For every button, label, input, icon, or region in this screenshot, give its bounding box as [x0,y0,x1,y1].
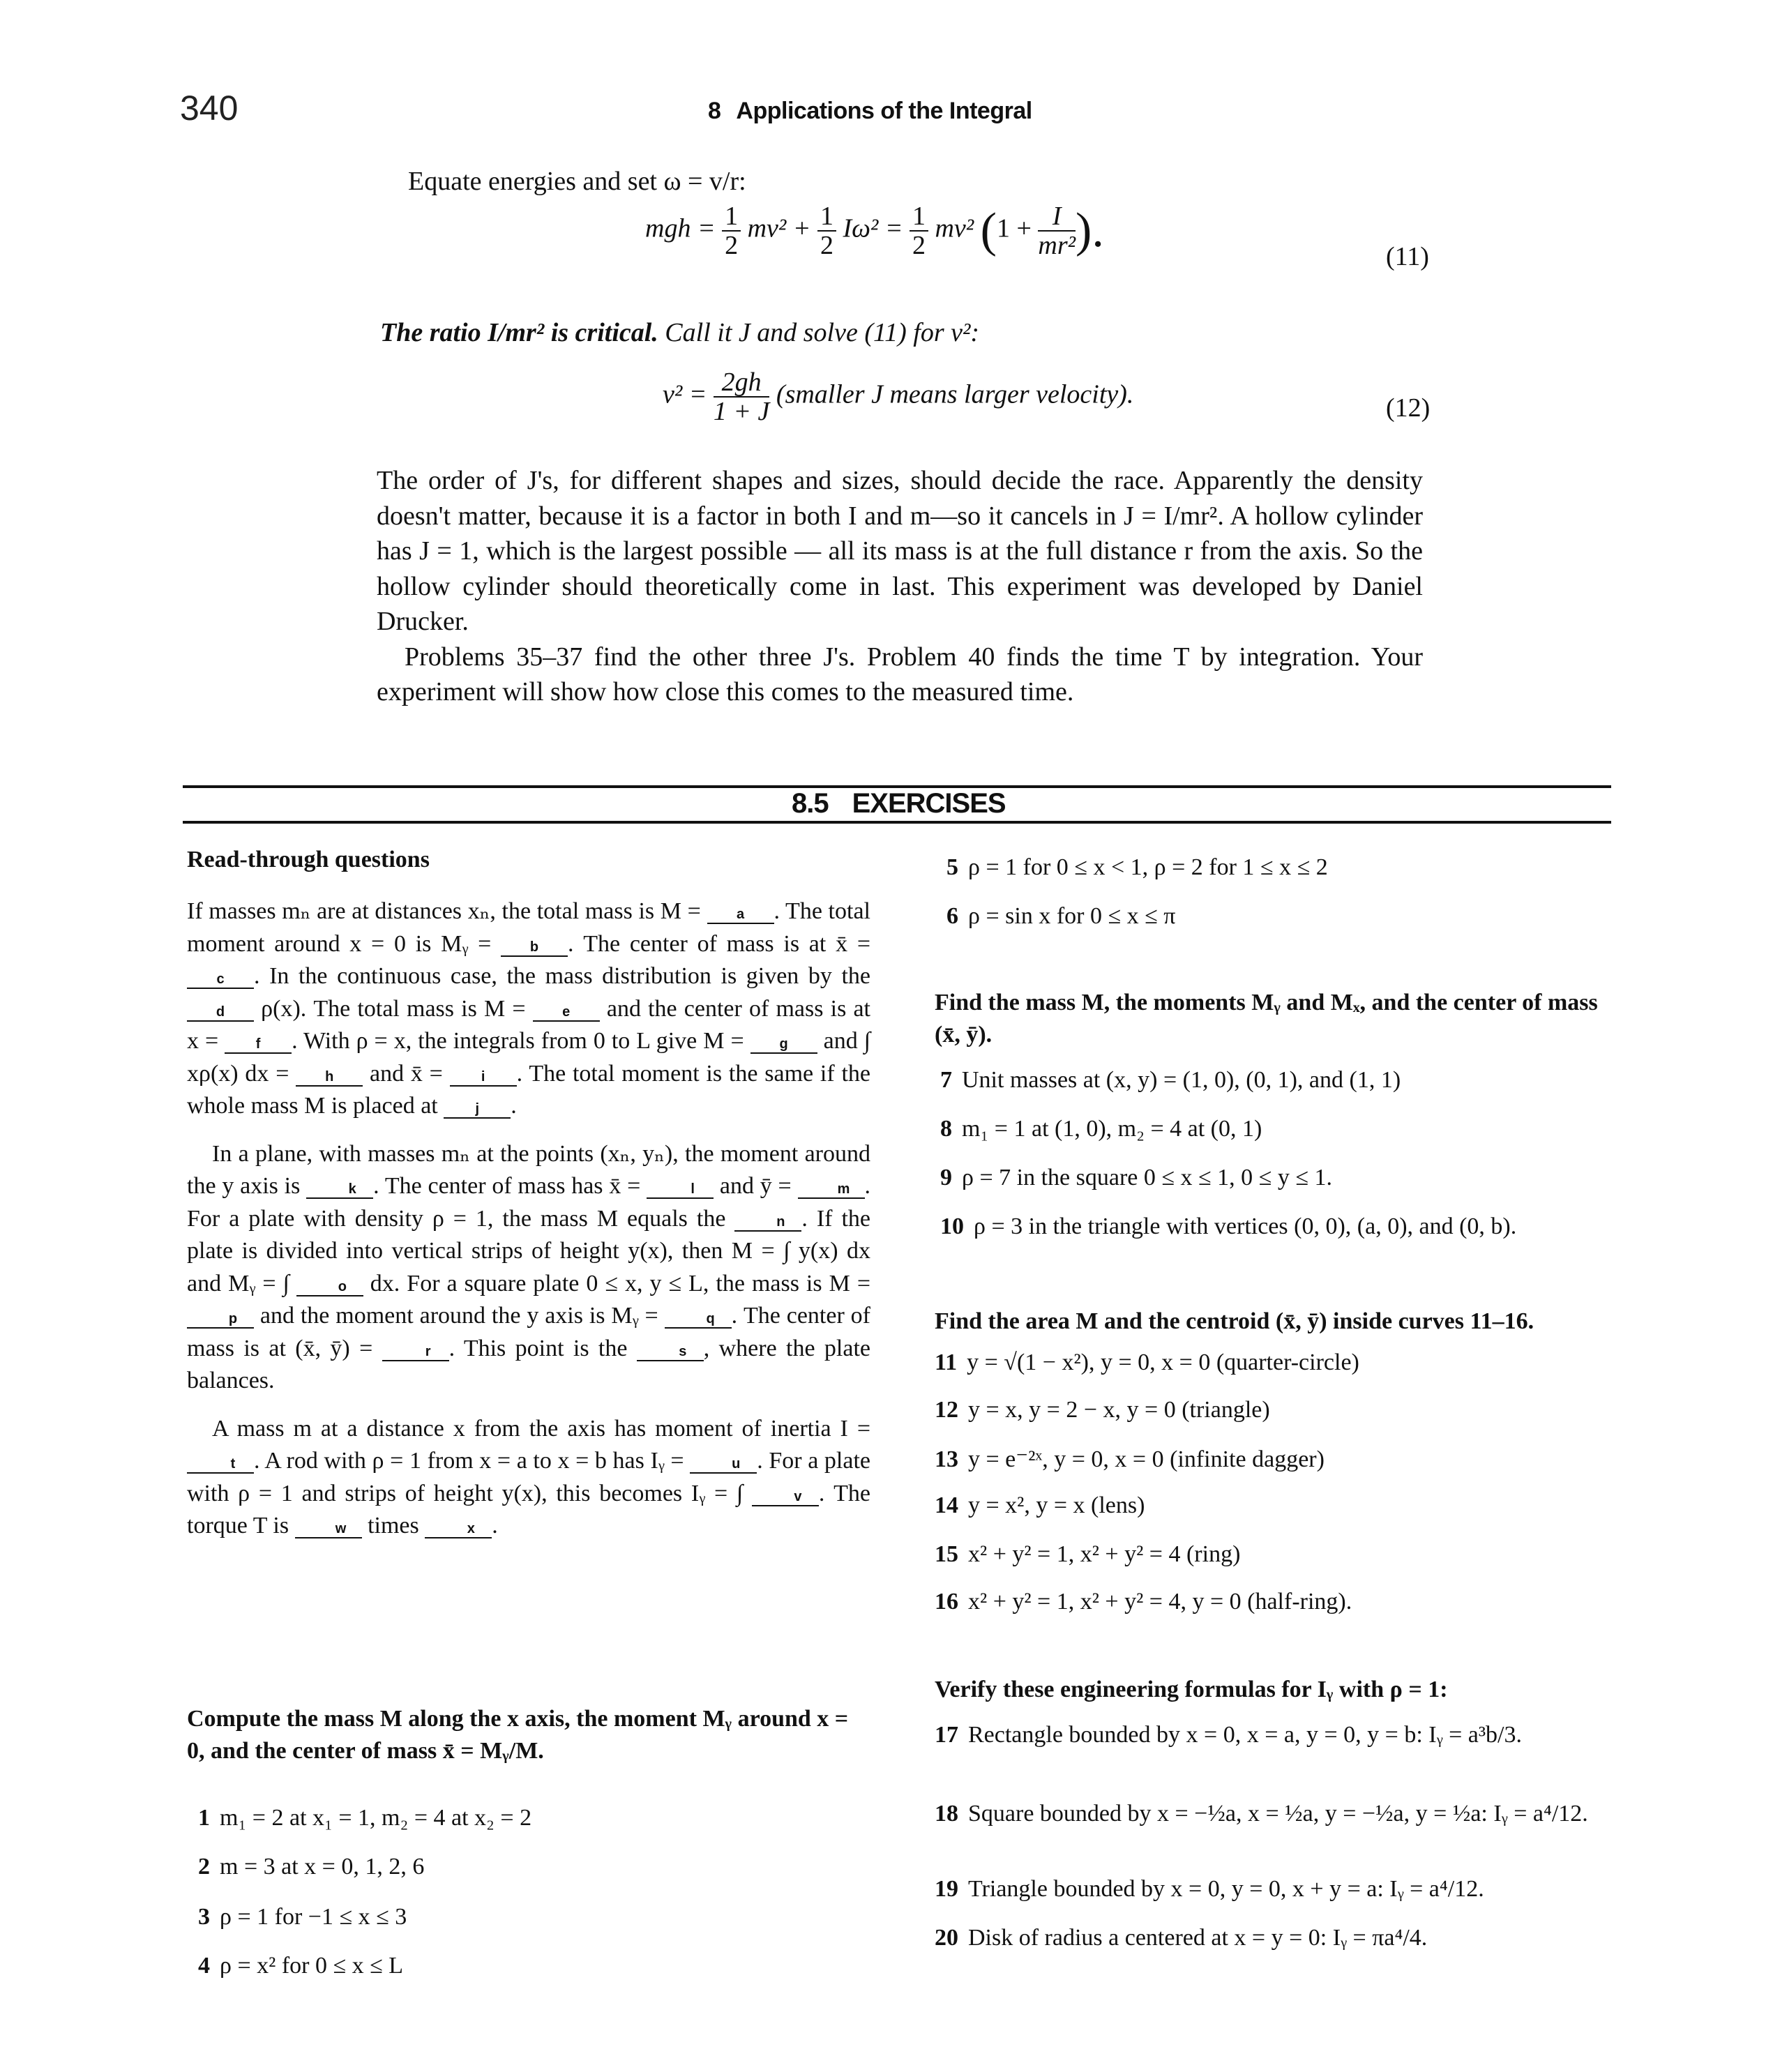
eq11-frac-4 [1038,202,1076,259]
answer-blank-d[interactable]: d [187,1004,254,1022]
intro-paragraphs [377,463,1423,710]
intro-paragraph-1: The order of J's, for different shapes and sizes, should decide the race. Apparently the density doesn't matter, because it is a factor in both I and m—so it cancels in J = I/mr². A hollow cylinder has J = 1, which is the largest possible — all its mass is at the full distance r from the axis. So the hollow cylinder should theoretically come in last. This experiment was developed by Daniel Drucker. [377,466,1423,636]
exercise-number: 16 [935,1589,958,1615]
exercise-item [935,1397,1270,1423]
exercise-text: x² + y² = 1, x² + y² = 4 (ring) [968,1541,1241,1567]
group-1-heading: Compute the mass M along the x axis, the moment Mᵧ around x = 0, and the center of mass x̄ = Mᵧ/M. [187,1706,849,1764]
eq12-frac-num: 2gh [714,368,770,398]
read-through-text: . For a plate with density ρ = 1, the mass M equals the [187,1173,871,1232]
exercise-item [198,1854,424,1880]
eq11-frac-2-den: 2 [820,231,833,260]
answer-blank-l[interactable]: l [647,1181,714,1199]
read-through-text: . The center of mass has x̄ = [373,1173,647,1199]
eq11-frac-2-num: 1 [817,202,836,232]
read-through-text: In a plane, with masses mₙ at the points (xₙ, yₙ), the moment around the y axis is [187,1140,870,1199]
group-2-heading: Find the mass M, the moments Mᵧ and Mₓ, and the center of mass (x̄, ȳ). [935,990,1598,1048]
answer-blank-r[interactable]: r [382,1343,449,1361]
eq11-frac-4-num: I [1038,202,1076,232]
exercise-number: 10 [940,1213,964,1239]
exercise-number: 2 [198,1854,210,1880]
answer-blank-o[interactable]: o [296,1278,363,1296]
exercise-group-2 [935,987,1604,1051]
exercise-item [935,1492,1145,1519]
answer-blank-c[interactable]: c [187,971,254,989]
exercise-text: y = √(1 − x²), y = 0, x = 0 (quarter-circle) [967,1349,1359,1375]
exercise-item [940,1165,1332,1191]
exercise-item [935,1445,1325,1473]
answer-blank-g[interactable]: g [750,1036,817,1054]
exercise-group-1 [187,1703,870,1767]
exercise-group-4 [935,1674,1604,1706]
read-through-text: and ȳ = [714,1173,798,1199]
eq11-lhs: mgh = [645,213,716,243]
intro-lead: Equate energies and set ω = v/r: [408,167,746,196]
chapter-title: Applications of the Integral [736,98,1032,124]
equation-11 [645,202,1104,259]
ratio-line-bold: The ratio I/mr² is critical. [380,318,658,347]
group-3-heading: Find the area M and the centroid (x̄, ȳ) inside curves 11–16. [935,1308,1534,1334]
exercise-number: 18 [935,1801,958,1827]
running-head [708,98,1032,125]
exercise-item [935,1876,1484,1903]
read-through-text: . The total moment around x = 0 is Mᵧ = [187,898,870,957]
read-through-text: times [361,1513,425,1538]
read-through-text: dx. For a square plate 0 ≤ x, y ≤ L, the mass is M = [363,1270,871,1296]
answer-blank-x[interactable]: x [425,1520,492,1538]
exercise-text: ρ = 3 in the triangle with vertices (0, 0), (a, 0), and (0, b). [974,1213,1517,1239]
read-through-text: . A rod with ρ = 1 from x = a to x = b has Iᵧ = [254,1448,691,1474]
exercise-number: 9 [940,1165,952,1190]
chapter-number: 8 [708,98,721,124]
exercise-text: y = x, y = 2 − x, y = 0 (triangle) [968,1397,1270,1423]
answer-blank-q[interactable]: q [665,1310,732,1329]
eq11-frac-1 [722,202,741,259]
eq11-paren-open: ( [980,204,997,257]
read-through-heading: Read-through questions [187,847,430,872]
answer-blank-p[interactable]: p [187,1310,254,1329]
exercise-number: 19 [935,1876,958,1902]
exercise-text: Disk of radius a centered at x = y = 0: Iᵧ = πa⁴/4. [968,1925,1428,1951]
exercise-number: 13 [935,1446,958,1472]
section-title [792,788,1006,819]
read-through-text: . The center of mass is at (x̄, ȳ) = [187,1303,871,1361]
answer-blank-v[interactable]: v [752,1488,819,1506]
eq12-lhs: v² = [663,379,707,409]
exercise-group-3 [935,1306,1604,1338]
exercise-item [935,1589,1352,1615]
read-through-text: and x̄ = [363,1060,450,1087]
section-name: EXERCISES [852,788,1006,819]
answer-blank-w[interactable]: w [295,1520,362,1538]
page-number: 340 [180,89,239,128]
exercise-number: 7 [940,1067,952,1093]
read-through-text: . [511,1093,517,1119]
read-through-text: . With ρ = x, the integrals from 0 to L give M = [292,1028,750,1054]
intro-paragraph-2: Problems 35–37 find the other three J's. Problem 40 finds the time T by integration. Your experiment will show how close this comes to the measured time. [377,642,1423,706]
exercise-number: 5 [946,854,958,880]
eq11-frac-3 [910,202,928,259]
exercise-number: 17 [935,1722,958,1748]
exercise-number: 6 [946,903,958,929]
equation-11-label: (11) [1386,242,1429,271]
exercise-text: Square bounded by x = −½a, x = ½a, y = −½a, y = ½a: Iᵧ = a⁴/12. [968,1801,1588,1827]
answer-blank-i[interactable]: i [450,1068,517,1087]
exercise-text: ρ = x² for 0 ≤ x ≤ L [220,1953,404,1979]
exercise-item [935,1349,1359,1376]
read-through-text: and ∫ xρ(x) dx = [187,1028,870,1087]
exercise-text: Unit masses at (x, y) = (1, 0), (0, 1), and (1, 1) [962,1067,1401,1093]
exercise-text: Triangle bounded by x = 0, y = 0, x + y = a: Iᵧ = a⁴/12. [968,1876,1484,1902]
eq11-frac-1-num: 1 [722,202,741,232]
eq11-term-2: Iω² = [843,213,903,243]
exercise-text: ρ = 1 for −1 ≤ x ≤ 3 [220,1904,407,1930]
read-through-text: ρ(x). The total mass is M = [254,995,533,1022]
exercise-item [935,1925,1427,1951]
exercise-item [940,1213,1516,1240]
eq11-term-1: mv² + [747,213,811,243]
answer-blank-s[interactable]: s [637,1343,704,1361]
read-through-text: . If the plate is divided into vertical strips of height y(x), then M = ∫ y(x) dx and Mᵧ = ∫ [187,1205,870,1296]
answer-blank-b[interactable]: b [501,939,568,957]
exercise-item [946,903,1175,930]
exercise-item [946,854,1328,881]
answer-blank-e[interactable]: e [533,1004,600,1022]
answer-blank-j[interactable]: j [444,1101,511,1119]
eq11-frac-1-den: 2 [725,231,739,260]
answer-blank-t[interactable]: t [187,1455,254,1474]
read-through-text: . [492,1513,498,1538]
exercise-number: 4 [198,1953,210,1979]
eq12-frac-den: 1 + J [713,397,770,426]
exercise-text: m = 3 at x = 0, 1, 2, 6 [220,1854,425,1880]
exercise-text: y = e⁻²ˣ, y = 0, x = 0 (infinite dagger) [968,1446,1325,1472]
read-through-text: . This point is the [448,1335,637,1361]
eq11-frac-4-den: mr² [1038,231,1076,260]
eq11-paren-close: ). [1076,204,1104,257]
read-through-text: . For a plate with ρ = 1 and strips of height y(x), this becomes Iᵧ = ∫ [187,1448,870,1506]
eq11-one-plus: 1 + [996,213,1032,243]
group-4-heading: Verify these engineering formulas for Iᵧ with ρ = 1: [935,1677,1448,1702]
exercise-number: 20 [935,1925,958,1951]
section-rule-bottom [183,821,1611,824]
ratio-line-rest: Call it J and solve (11) for v²: [665,318,980,347]
read-through-paragraph-2 [187,1138,870,1398]
exercise-item [198,1805,531,1831]
answer-blank-h[interactable]: h [296,1068,363,1087]
exercise-text: ρ = 1 for 0 ≤ x < 1, ρ = 2 for 1 ≤ x ≤ 2 [968,854,1328,880]
read-through-text: , where the plate balances. [187,1335,870,1393]
exercise-item [935,1541,1240,1568]
exercise-item [198,1953,403,1979]
exercise-item [198,1904,407,1930]
eq11-frac-2 [817,202,836,259]
exercise-number: 14 [935,1492,958,1518]
read-through-paragraph-3 [187,1413,870,1543]
exercise-item [940,1067,1401,1094]
exercise-number: 15 [935,1541,958,1567]
answer-blank-f[interactable]: f [225,1036,292,1054]
exercise-text: m₁ = 1 at (1, 0), m₂ = 4 at (0, 1) [962,1116,1262,1142]
exercise-text: x² + y² = 1, x² + y² = 4, y = 0 (half-ring). [968,1589,1352,1615]
answer-blank-a[interactable]: a [707,906,774,924]
read-through-paragraph-1 [187,895,870,1123]
exercise-number: 12 [935,1397,958,1423]
read-through-text: . The center of mass is at x̄ = [568,930,870,957]
eq11-frac-3-num: 1 [910,202,928,232]
read-through-text: and the center of mass is at x = [187,995,870,1054]
answer-blank-u[interactable]: u [690,1455,757,1474]
exercise-text: Rectangle bounded by x = 0, x = a, y = 0, y = b: Iᵧ = a³b/3. [968,1722,1523,1748]
answer-blank-k[interactable]: k [306,1181,373,1199]
equation-12-label: (12) [1386,393,1431,423]
eq12-note: (smaller J means larger velocity). [776,379,1134,409]
equation-12 [663,368,1133,425]
answer-blank-m[interactable]: m [798,1181,865,1199]
exercise-text: ρ = 7 in the square 0 ≤ x ≤ 1, 0 ≤ y ≤ 1. [962,1165,1333,1190]
exercise-item [940,1116,1262,1142]
section-number: 8.5 [792,788,829,819]
eq12-frac [714,368,770,425]
eq11-frac-3-den: 2 [912,231,926,260]
read-through-text: If masses mₙ are at distances xₙ, the total mass is M = [187,898,707,924]
read-through-text: . In the continuous case, the mass distribution is given by the [254,963,870,989]
exercise-text: y = x², y = x (lens) [968,1492,1145,1518]
eq11-term-3: mv² [935,213,974,243]
ratio-line [380,317,979,348]
exercise-text: m₁ = 2 at x₁ = 1, m₂ = 4 at x₂ = 2 [220,1805,532,1831]
read-through-section [187,844,870,1543]
exercise-number: 1 [198,1805,210,1831]
read-through-text: . The total moment is the same if the whole mass M is placed at [187,1060,870,1119]
exercise-item [935,1719,1604,1751]
read-through-text: A mass m at a distance x from the axis has moment of inertia I = [212,1415,870,1442]
read-through-text: . The torque T is [187,1480,870,1538]
exercise-number: 11 [935,1349,958,1375]
exercise-number: 3 [198,1904,210,1930]
exercise-text: ρ = sin x for 0 ≤ x ≤ π [968,903,1176,929]
exercise-number: 8 [940,1116,952,1142]
answer-blank-n[interactable]: n [734,1213,801,1232]
read-through-text: and the moment around the y axis is Mᵧ = [254,1303,665,1329]
exercise-item [935,1798,1604,1830]
